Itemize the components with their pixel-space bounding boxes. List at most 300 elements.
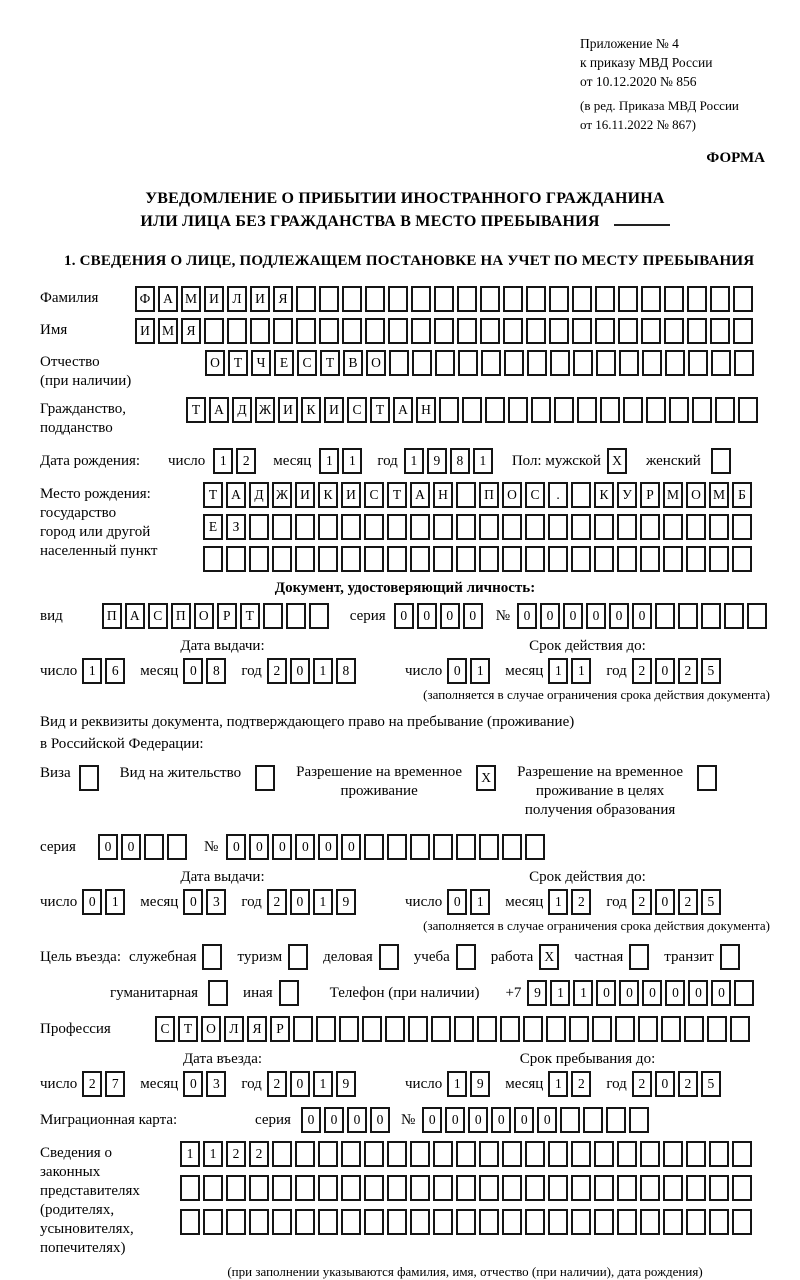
char-cell[interactable]: 0 (301, 1107, 321, 1133)
doc-issue-month-cells[interactable] (183, 658, 229, 684)
doc-kind-cells[interactable] (102, 603, 332, 629)
char-cell[interactable]: И (204, 286, 224, 312)
char-cell[interactable] (318, 1209, 338, 1235)
patronymic-cells[interactable] (205, 350, 757, 376)
char-cell[interactable] (481, 350, 501, 376)
birth-year-cells[interactable] (404, 448, 496, 474)
char-cell[interactable] (523, 1016, 543, 1042)
char-cell[interactable] (640, 1175, 660, 1201)
char-cell[interactable] (686, 1209, 706, 1235)
char-cell[interactable] (548, 1141, 568, 1167)
purpose-work-checkbox[interactable] (539, 944, 562, 970)
char-cell[interactable]: К (301, 397, 321, 423)
char-cell[interactable] (629, 1107, 649, 1133)
char-cell[interactable]: О (366, 350, 386, 376)
purpose-tourism-checkbox[interactable] (288, 944, 311, 970)
char-cell[interactable] (388, 286, 408, 312)
migration-number-cells[interactable] (422, 1107, 652, 1133)
char-cell[interactable]: 1 (548, 1071, 568, 1097)
char-cell[interactable] (640, 546, 660, 572)
char-cell[interactable] (548, 546, 568, 572)
char-cell[interactable]: 1 (470, 889, 490, 915)
char-cell[interactable] (663, 514, 683, 540)
char-cell[interactable] (502, 834, 522, 860)
char-cell[interactable] (571, 514, 591, 540)
char-cell[interactable] (687, 318, 707, 344)
char-cell[interactable] (733, 286, 753, 312)
char-cell[interactable] (502, 1209, 522, 1235)
char-cell[interactable]: 0 (655, 658, 675, 684)
char-cell[interactable]: 2 (249, 1141, 269, 1167)
char-cell[interactable]: 1 (319, 448, 339, 474)
char-cell[interactable]: И (278, 397, 298, 423)
citizenship-cells[interactable] (186, 397, 761, 423)
char-cell[interactable] (738, 397, 758, 423)
char-cell[interactable]: 1 (571, 658, 591, 684)
char-cell[interactable] (686, 1141, 706, 1167)
char-cell[interactable]: П (102, 603, 122, 629)
char-cell[interactable] (707, 1016, 727, 1042)
char-cell[interactable]: А (125, 603, 145, 629)
char-cell[interactable] (663, 1209, 683, 1235)
char-cell[interactable]: Т (370, 397, 390, 423)
char-cell[interactable] (617, 1141, 637, 1167)
char-cell[interactable]: О (194, 603, 214, 629)
char-cell[interactable]: 2 (632, 1071, 652, 1097)
char-cell[interactable]: 9 (336, 1071, 356, 1097)
char-cell[interactable] (319, 318, 339, 344)
char-cell[interactable] (379, 944, 399, 970)
char-cell[interactable] (296, 318, 316, 344)
char-cell[interactable]: 8 (450, 448, 470, 474)
char-cell[interactable]: О (502, 482, 522, 508)
char-cell[interactable]: Л (227, 286, 247, 312)
birthplace-cells-line3[interactable] (203, 546, 755, 572)
char-cell[interactable]: М (709, 482, 729, 508)
char-cell[interactable]: 5 (701, 1071, 721, 1097)
char-cell[interactable] (732, 1175, 752, 1201)
char-cell[interactable] (295, 1209, 315, 1235)
char-cell[interactable] (296, 286, 316, 312)
char-cell[interactable]: 0 (318, 834, 338, 860)
char-cell[interactable] (688, 350, 708, 376)
char-cell[interactable] (387, 834, 407, 860)
char-cell[interactable]: 1 (470, 658, 490, 684)
char-cell[interactable]: Ф (135, 286, 155, 312)
char-cell[interactable] (692, 397, 712, 423)
char-cell[interactable] (341, 1141, 361, 1167)
char-cell[interactable] (526, 318, 546, 344)
char-cell[interactable]: И (341, 482, 361, 508)
char-cell[interactable] (600, 397, 620, 423)
char-cell[interactable]: 0 (537, 1107, 557, 1133)
entry-month-cells[interactable] (183, 1071, 229, 1097)
stay-year-cells[interactable] (632, 1071, 724, 1097)
char-cell[interactable] (500, 1016, 520, 1042)
char-cell[interactable] (664, 318, 684, 344)
char-cell[interactable]: А (226, 482, 246, 508)
char-cell[interactable]: Т (320, 350, 340, 376)
char-cell[interactable] (569, 1016, 589, 1042)
char-cell[interactable] (583, 1107, 603, 1133)
char-cell[interactable] (226, 1209, 246, 1235)
char-cell[interactable]: Б (732, 482, 752, 508)
char-cell[interactable] (619, 350, 639, 376)
char-cell[interactable]: 0 (632, 603, 652, 629)
char-cell[interactable]: 1 (548, 889, 568, 915)
legal-cells-line3[interactable] (180, 1209, 755, 1235)
char-cell[interactable] (615, 1016, 635, 1042)
char-cell[interactable]: 0 (586, 603, 606, 629)
char-cell[interactable] (387, 546, 407, 572)
char-cell[interactable]: 0 (665, 980, 685, 1006)
char-cell[interactable] (388, 318, 408, 344)
char-cell[interactable] (629, 944, 649, 970)
char-cell[interactable]: 0 (468, 1107, 488, 1133)
char-cell[interactable] (364, 834, 384, 860)
char-cell[interactable] (434, 318, 454, 344)
char-cell[interactable] (525, 1209, 545, 1235)
char-cell[interactable] (684, 1016, 704, 1042)
char-cell[interactable] (456, 1209, 476, 1235)
char-cell[interactable] (503, 318, 523, 344)
char-cell[interactable] (710, 318, 730, 344)
char-cell[interactable]: 0 (183, 1071, 203, 1097)
char-cell[interactable] (309, 603, 329, 629)
char-cell[interactable] (272, 546, 292, 572)
char-cell[interactable]: Е (274, 350, 294, 376)
char-cell[interactable]: А (209, 397, 229, 423)
char-cell[interactable]: 2 (267, 658, 287, 684)
char-cell[interactable]: 2 (571, 889, 591, 915)
char-cell[interactable]: 0 (655, 1071, 675, 1097)
char-cell[interactable]: Д (249, 482, 269, 508)
residence-permit-checkbox[interactable] (255, 765, 278, 791)
char-cell[interactable]: 0 (226, 834, 246, 860)
char-cell[interactable]: 0 (609, 603, 629, 629)
sex-female-checkbox[interactable] (711, 448, 734, 474)
char-cell[interactable]: М (181, 286, 201, 312)
char-cell[interactable] (458, 350, 478, 376)
char-cell[interactable] (665, 350, 685, 376)
char-cell[interactable] (295, 546, 315, 572)
char-cell[interactable]: 0 (183, 889, 203, 915)
char-cell[interactable] (560, 1107, 580, 1133)
purpose-humanitarian-checkbox[interactable] (208, 980, 231, 1006)
char-cell[interactable] (686, 546, 706, 572)
char-cell[interactable] (255, 765, 275, 791)
char-cell[interactable] (508, 397, 528, 423)
char-cell[interactable] (661, 1016, 681, 1042)
doc-number-cells[interactable] (517, 603, 770, 629)
char-cell[interactable]: 6 (105, 658, 125, 684)
char-cell[interactable]: М (663, 482, 683, 508)
char-cell[interactable]: Т (240, 603, 260, 629)
char-cell[interactable]: С (364, 482, 384, 508)
char-cell[interactable] (701, 603, 721, 629)
char-cell[interactable] (477, 1016, 497, 1042)
char-cell[interactable] (433, 1175, 453, 1201)
char-cell[interactable] (365, 318, 385, 344)
char-cell[interactable] (295, 1141, 315, 1167)
char-cell[interactable]: 0 (394, 603, 414, 629)
char-cell[interactable]: И (135, 318, 155, 344)
char-cell[interactable] (249, 514, 269, 540)
char-cell[interactable] (479, 546, 499, 572)
char-cell[interactable]: 1 (404, 448, 424, 474)
char-cell[interactable] (525, 1175, 545, 1201)
phone-cells[interactable] (527, 980, 757, 1006)
char-cell[interactable] (433, 834, 453, 860)
char-cell[interactable] (479, 1209, 499, 1235)
residence-expiry-year-cells[interactable] (632, 889, 724, 915)
char-cell[interactable] (263, 603, 283, 629)
entry-year-cells[interactable] (267, 1071, 359, 1097)
birth-month-cells[interactable] (319, 448, 365, 474)
char-cell[interactable] (288, 944, 308, 970)
purpose-other-checkbox[interactable] (279, 980, 302, 1006)
char-cell[interactable] (341, 546, 361, 572)
char-cell[interactable]: 0 (422, 1107, 442, 1133)
char-cell[interactable] (319, 286, 339, 312)
residence-issue-month-cells[interactable] (183, 889, 229, 915)
char-cell[interactable] (711, 350, 731, 376)
char-cell[interactable]: 2 (236, 448, 256, 474)
char-cell[interactable]: И (324, 397, 344, 423)
purpose-business-checkbox[interactable] (379, 944, 402, 970)
char-cell[interactable]: 7 (105, 1071, 125, 1097)
char-cell[interactable]: С (148, 603, 168, 629)
char-cell[interactable]: 9 (470, 1071, 490, 1097)
char-cell[interactable] (617, 546, 637, 572)
char-cell[interactable]: X (539, 944, 559, 970)
char-cell[interactable] (202, 944, 222, 970)
char-cell[interactable] (208, 980, 228, 1006)
char-cell[interactable] (144, 834, 164, 860)
char-cell[interactable] (709, 1141, 729, 1167)
char-cell[interactable] (638, 1016, 658, 1042)
char-cell[interactable]: 2 (571, 1071, 591, 1097)
char-cell[interactable] (365, 286, 385, 312)
char-cell[interactable]: Д (232, 397, 252, 423)
residence-number-cells[interactable] (226, 834, 548, 860)
char-cell[interactable] (439, 397, 459, 423)
char-cell[interactable]: 2 (632, 889, 652, 915)
legal-cells-line1[interactable] (180, 1141, 755, 1167)
char-cell[interactable] (548, 1175, 568, 1201)
char-cell[interactable]: 1 (82, 658, 102, 684)
char-cell[interactable]: 0 (514, 1107, 534, 1133)
char-cell[interactable]: Я (181, 318, 201, 344)
char-cell[interactable] (318, 1141, 338, 1167)
char-cell[interactable] (387, 1141, 407, 1167)
char-cell[interactable] (640, 1141, 660, 1167)
char-cell[interactable] (747, 603, 767, 629)
char-cell[interactable] (167, 834, 187, 860)
doc-issue-day-cells[interactable] (82, 658, 128, 684)
char-cell[interactable]: В (343, 350, 363, 376)
char-cell[interactable] (479, 1141, 499, 1167)
char-cell[interactable]: 0 (596, 980, 616, 1006)
char-cell[interactable]: X (476, 765, 496, 791)
char-cell[interactable] (410, 834, 430, 860)
char-cell[interactable] (730, 1016, 750, 1042)
char-cell[interactable] (577, 397, 597, 423)
char-cell[interactable] (663, 546, 683, 572)
char-cell[interactable] (456, 514, 476, 540)
char-cell[interactable] (226, 1175, 246, 1201)
char-cell[interactable] (286, 603, 306, 629)
char-cell[interactable] (226, 546, 246, 572)
char-cell[interactable]: Н (433, 482, 453, 508)
char-cell[interactable] (456, 834, 476, 860)
char-cell[interactable] (342, 318, 362, 344)
char-cell[interactable] (316, 1016, 336, 1042)
char-cell[interactable]: 0 (619, 980, 639, 1006)
char-cell[interactable]: С (155, 1016, 175, 1042)
char-cell[interactable]: X (607, 448, 627, 474)
entry-day-cells[interactable] (82, 1071, 128, 1097)
char-cell[interactable] (663, 1175, 683, 1201)
char-cell[interactable]: 2 (678, 658, 698, 684)
char-cell[interactable] (249, 546, 269, 572)
residence-issue-day-cells[interactable] (82, 889, 128, 915)
char-cell[interactable] (592, 1016, 612, 1042)
given-name-cells[interactable] (135, 318, 756, 344)
stay-day-cells[interactable] (447, 1071, 493, 1097)
char-cell[interactable] (548, 514, 568, 540)
char-cell[interactable] (734, 350, 754, 376)
char-cell[interactable] (410, 1175, 430, 1201)
char-cell[interactable]: 9 (427, 448, 447, 474)
char-cell[interactable] (318, 514, 338, 540)
char-cell[interactable] (525, 514, 545, 540)
char-cell[interactable] (554, 397, 574, 423)
char-cell[interactable] (364, 1175, 384, 1201)
temp-residence-edu-checkbox[interactable] (697, 765, 720, 791)
char-cell[interactable]: 0 (417, 603, 437, 629)
char-cell[interactable] (546, 1016, 566, 1042)
char-cell[interactable]: 0 (642, 980, 662, 1006)
char-cell[interactable]: Т (387, 482, 407, 508)
char-cell[interactable] (525, 546, 545, 572)
char-cell[interactable] (732, 514, 752, 540)
char-cell[interactable] (364, 1141, 384, 1167)
char-cell[interactable] (412, 350, 432, 376)
doc-expiry-month-cells[interactable] (548, 658, 594, 684)
char-cell[interactable]: 0 (295, 834, 315, 860)
char-cell[interactable] (79, 765, 99, 791)
char-cell[interactable]: 0 (347, 1107, 367, 1133)
char-cell[interactable]: 1 (203, 1141, 223, 1167)
char-cell[interactable]: 1 (473, 448, 493, 474)
char-cell[interactable]: И (295, 482, 315, 508)
birthplace-cells-line1[interactable] (203, 482, 755, 508)
char-cell[interactable] (389, 350, 409, 376)
char-cell[interactable] (548, 1209, 568, 1235)
char-cell[interactable]: 0 (290, 658, 310, 684)
char-cell[interactable]: О (205, 350, 225, 376)
residence-issue-year-cells[interactable] (267, 889, 359, 915)
purpose-study-checkbox[interactable] (456, 944, 479, 970)
char-cell[interactable]: 0 (447, 658, 467, 684)
char-cell[interactable] (664, 286, 684, 312)
char-cell[interactable] (318, 546, 338, 572)
char-cell[interactable]: 1 (105, 889, 125, 915)
char-cell[interactable] (433, 1141, 453, 1167)
char-cell[interactable]: 0 (249, 834, 269, 860)
char-cell[interactable]: Я (273, 286, 293, 312)
doc-expiry-year-cells[interactable] (632, 658, 724, 684)
char-cell[interactable] (272, 514, 292, 540)
char-cell[interactable]: 0 (711, 980, 731, 1006)
residence-series-cells[interactable] (98, 834, 190, 860)
char-cell[interactable] (525, 1141, 545, 1167)
char-cell[interactable]: Ж (255, 397, 275, 423)
char-cell[interactable] (180, 1175, 200, 1201)
char-cell[interactable] (410, 514, 430, 540)
char-cell[interactable] (549, 286, 569, 312)
char-cell[interactable] (572, 318, 592, 344)
char-cell[interactable]: 0 (370, 1107, 390, 1133)
char-cell[interactable]: 2 (678, 1071, 698, 1097)
stay-month-cells[interactable] (548, 1071, 594, 1097)
char-cell[interactable]: 2 (267, 889, 287, 915)
char-cell[interactable]: 2 (632, 658, 652, 684)
visa-checkbox[interactable] (79, 765, 102, 791)
char-cell[interactable]: С (347, 397, 367, 423)
char-cell[interactable] (203, 1209, 223, 1235)
char-cell[interactable] (504, 350, 524, 376)
char-cell[interactable]: К (318, 482, 338, 508)
char-cell[interactable] (572, 286, 592, 312)
char-cell[interactable] (641, 318, 661, 344)
char-cell[interactable]: Я (247, 1016, 267, 1042)
char-cell[interactable] (479, 1175, 499, 1201)
char-cell[interactable] (410, 1141, 430, 1167)
char-cell[interactable] (678, 603, 698, 629)
char-cell[interactable]: 3 (206, 1071, 226, 1097)
char-cell[interactable]: Р (217, 603, 237, 629)
char-cell[interactable]: П (479, 482, 499, 508)
surname-cells[interactable] (135, 286, 756, 312)
char-cell[interactable]: 5 (701, 658, 721, 684)
char-cell[interactable]: 8 (336, 658, 356, 684)
char-cell[interactable] (227, 318, 247, 344)
char-cell[interactable]: 0 (563, 603, 583, 629)
char-cell[interactable] (456, 1175, 476, 1201)
char-cell[interactable] (573, 350, 593, 376)
char-cell[interactable] (549, 318, 569, 344)
char-cell[interactable]: 2 (82, 1071, 102, 1097)
char-cell[interactable] (249, 1175, 269, 1201)
doc-issue-year-cells[interactable] (267, 658, 359, 684)
char-cell[interactable]: 5 (701, 889, 721, 915)
char-cell[interactable]: 0 (655, 889, 675, 915)
char-cell[interactable]: Р (640, 482, 660, 508)
char-cell[interactable] (203, 1175, 223, 1201)
char-cell[interactable]: Р (270, 1016, 290, 1042)
purpose-transit-checkbox[interactable] (720, 944, 743, 970)
char-cell[interactable] (526, 286, 546, 312)
char-cell[interactable] (272, 1175, 292, 1201)
char-cell[interactable] (411, 286, 431, 312)
char-cell[interactable] (617, 1175, 637, 1201)
char-cell[interactable]: 1 (313, 889, 333, 915)
birthplace-cells-line2[interactable] (203, 514, 755, 540)
char-cell[interactable]: 0 (463, 603, 483, 629)
char-cell[interactable] (454, 1016, 474, 1042)
